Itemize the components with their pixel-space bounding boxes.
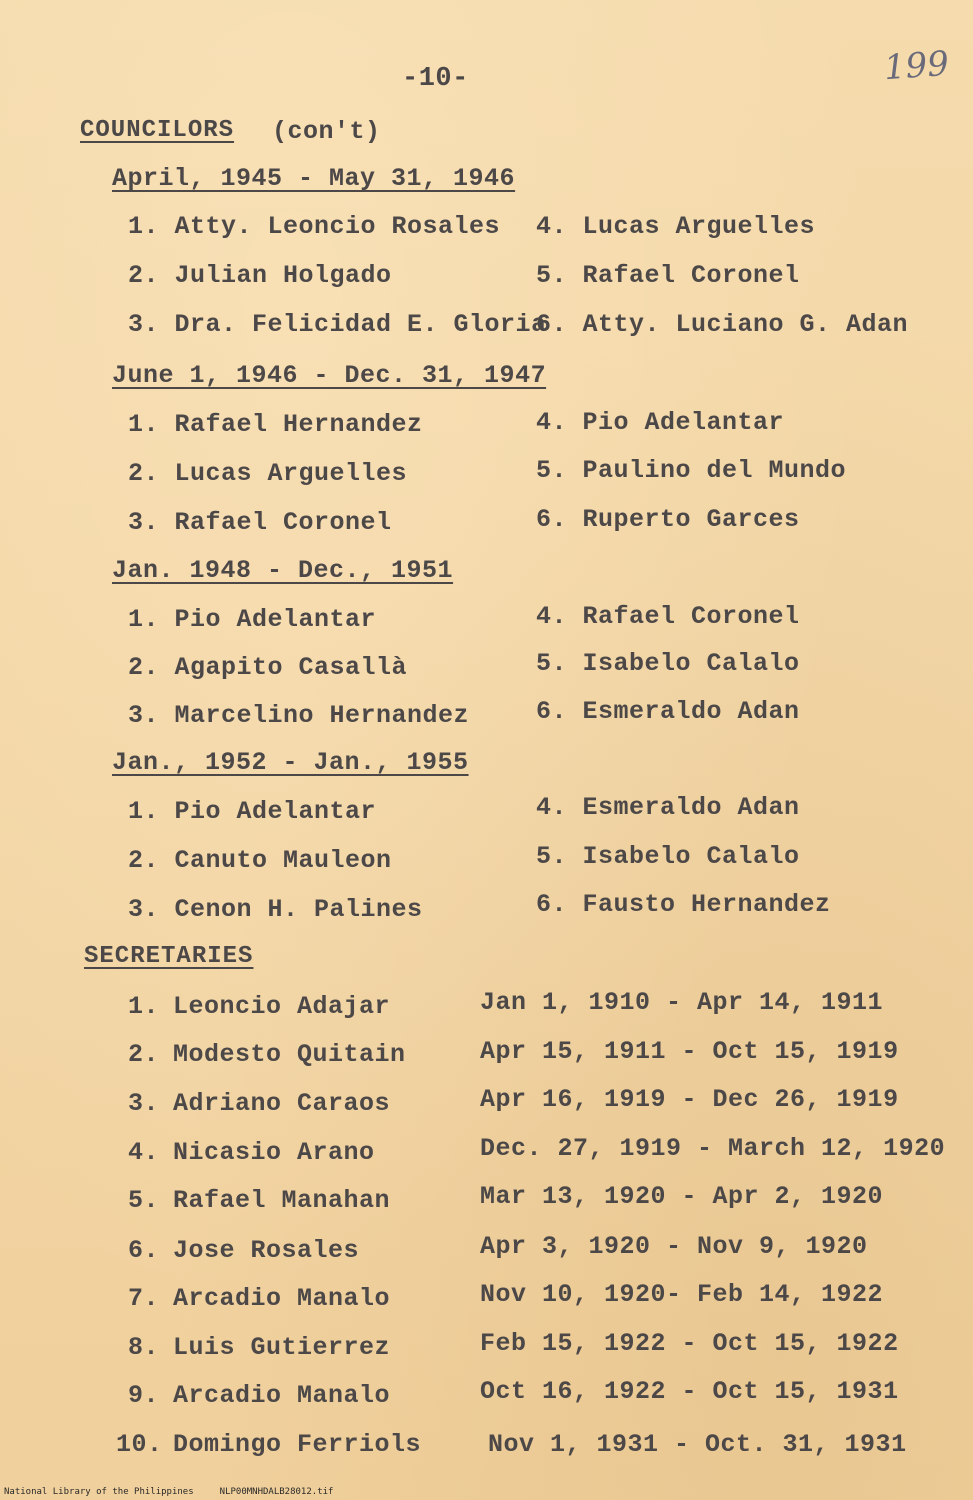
secretary-name: Arcadio Manalo	[173, 1381, 391, 1410]
secretary-term: Oct 16, 1922 - Oct 15, 1931	[480, 1377, 899, 1406]
councilor-entry: 2. Lucas Arguelles	[128, 459, 408, 488]
councilor-entry: 6. Esmeraldo Adan	[536, 697, 800, 726]
secretary-term: Jan 1, 1910 - Apr 14, 1911	[480, 988, 884, 1017]
secretary-name: Arcadio Manalo	[173, 1284, 391, 1313]
secretary-term: Nov 1, 1931 - Oct. 31, 1931	[488, 1430, 907, 1459]
secretary-name: Leoncio Adajar	[173, 992, 391, 1021]
secretary-number: 4.	[128, 1138, 160, 1167]
handwritten-page-note: 199	[882, 43, 951, 89]
councilors-heading: COUNCILORS	[80, 117, 235, 144]
councilor-entry: 2. Canuto Mauleon	[128, 846, 392, 875]
secretary-term: Mar 13, 1920 - Apr 2, 1920	[480, 1182, 884, 1211]
secretary-term: Apr 16, 1919 - Dec 26, 1919	[480, 1085, 899, 1114]
period-heading: Jan. 1948 - Dec., 1951	[112, 556, 454, 585]
councilor-entry: 3. Dra. Felicidad E. Gloria	[128, 310, 547, 339]
councilor-entry: 1. Pio Adelantar	[128, 797, 377, 826]
secretary-number: 10.	[116, 1430, 163, 1459]
secretary-term: Nov 10, 1920- Feb 14, 1922	[480, 1280, 884, 1309]
secretary-name: Jose Rosales	[173, 1236, 360, 1265]
councilor-entry: 6. Atty. Luciano G. Adan	[536, 310, 909, 339]
councilor-entry: 5. Isabelo Calalo	[536, 842, 800, 871]
councilor-entry: 1. Rafael Hernandez	[128, 410, 423, 439]
secretary-term: Apr 15, 1911 - Oct 15, 1919	[480, 1037, 899, 1066]
secretary-name: Nicasio Arano	[173, 1138, 375, 1167]
page-number: -10-	[402, 64, 469, 94]
period-heading: June 1, 1946 - Dec. 31, 1947	[112, 361, 547, 390]
secretary-number: 8.	[128, 1333, 160, 1362]
councilor-entry: 2. Julian Holgado	[128, 261, 392, 290]
secretary-term: Feb 15, 1922 - Oct 15, 1922	[480, 1329, 899, 1358]
councilor-entry: 4. Rafael Coronel	[536, 602, 800, 631]
secretary-number: 6.	[128, 1236, 160, 1265]
secretary-number: 3.	[128, 1089, 160, 1118]
secretaries-heading: SECRETARIES	[84, 943, 254, 970]
councilor-entry: 6. Fausto Hernandez	[536, 890, 831, 919]
footer-institution: National Library of the Philippines	[4, 1487, 194, 1497]
secretary-term: Dec. 27, 1919 - March 12, 1920	[480, 1134, 946, 1163]
scan-footer	[4, 1487, 333, 1497]
councilors-continued-note: (con't)	[272, 117, 381, 146]
secretary-number: 5.	[128, 1186, 160, 1215]
councilor-entry: 4. Esmeraldo Adan	[536, 793, 800, 822]
secretary-name: Rafael Manahan	[173, 1186, 391, 1215]
secretary-number: 1.	[128, 992, 160, 1021]
councilor-entry: 1. Pio Adelantar	[128, 605, 377, 634]
councilor-entry: 5. Isabelo Calalo	[536, 649, 800, 678]
councilor-entry: 5. Paulino del Mundo	[536, 456, 847, 485]
secretary-number: 2.	[128, 1040, 160, 1069]
councilor-entry: 5. Rafael Coronel	[536, 261, 800, 290]
councilor-entry: 6. Ruperto Garces	[536, 505, 800, 534]
secretary-name: Luis Gutierrez	[173, 1333, 391, 1362]
secretary-number: 9.	[128, 1381, 160, 1410]
councilor-entry: 3. Cenon H. Palines	[128, 895, 423, 924]
councilor-entry: 3. Marcelino Hernandez	[128, 701, 470, 730]
councilor-entry: 4. Lucas Arguelles	[536, 212, 816, 241]
secretary-number: 7.	[128, 1284, 160, 1313]
secretary-term: Apr 3, 1920 - Nov 9, 1920	[480, 1232, 868, 1261]
secretary-name: Domingo Ferriols	[173, 1430, 422, 1459]
period-heading: April, 1945 - May 31, 1946	[112, 164, 516, 193]
secretary-name: Modesto Quitain	[173, 1040, 406, 1069]
footer-file-name: NLP00MNHDALB28012.tif	[219, 1487, 334, 1497]
councilor-entry: 3. Rafael Coronel	[128, 508, 392, 537]
councilor-entry: 4. Pio Adelantar	[536, 408, 785, 437]
secretary-name: Adriano Caraos	[173, 1089, 391, 1118]
councilor-entry: 2. Agapito Casallà	[128, 653, 408, 682]
councilor-entry: 1. Atty. Leoncio Rosales	[128, 212, 501, 241]
period-heading: Jan., 1952 - Jan., 1955	[112, 748, 469, 777]
